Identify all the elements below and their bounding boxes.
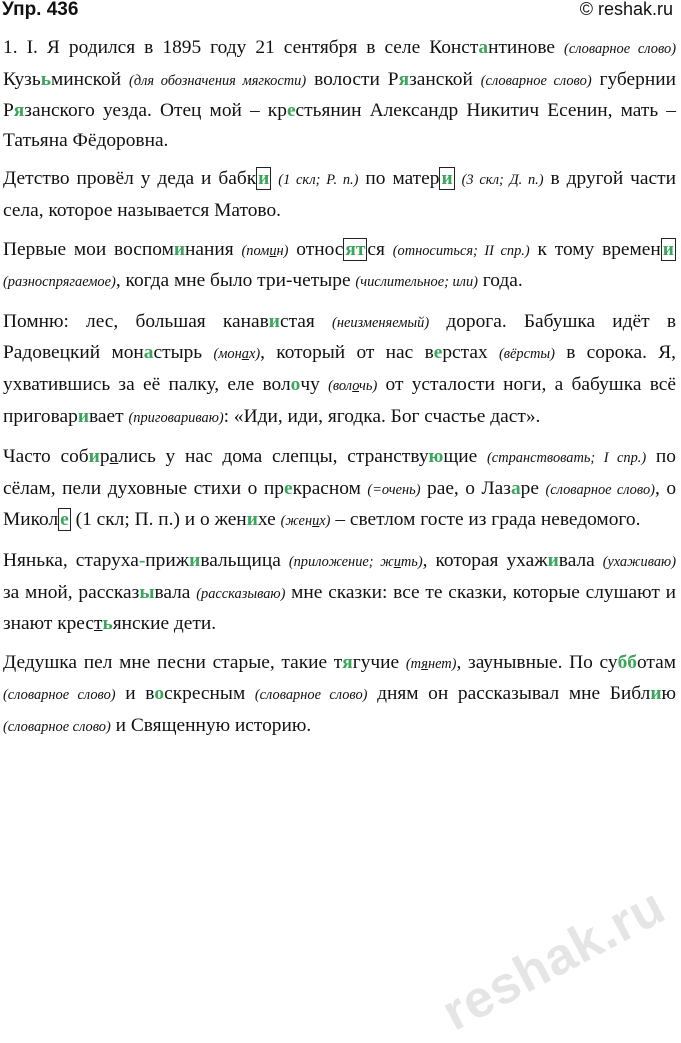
annotation-note: х): [248, 346, 261, 363]
text-run: за мной, рассказ: [3, 581, 140, 603]
annotation-note: я: [421, 655, 428, 672]
annotation-note: (ухаживаю): [602, 553, 676, 570]
text-run: хе: [257, 509, 281, 531]
annotation-note: (словарное слово): [254, 687, 368, 704]
text-run: по сёлам, пели духовные стихи о пр: [3, 446, 676, 499]
annotation-note: (относиться; II спр.): [392, 242, 530, 259]
text-run: Детство провёл у деда и бабк: [3, 168, 257, 190]
annotation-note: (числительное; или): [355, 274, 478, 291]
text-run: , когда мне было три-четыре: [115, 270, 356, 292]
annotation-note: (жен: [280, 513, 313, 530]
highlighted-letter: о: [154, 683, 165, 705]
highlighted-letter: я: [398, 68, 410, 90]
text-run: отам: [636, 651, 676, 673]
text-run: р: [99, 446, 110, 468]
text-run: дорога. Бабушка идёт в Радовецкий мон: [3, 310, 676, 364]
annotation-note: (вол: [328, 377, 353, 394]
text-run: нания: [185, 238, 242, 260]
annotation-note: и: [393, 553, 401, 570]
text-run: (1 скл; П. п.) и о жен: [70, 509, 247, 531]
annotation-note: (1 скл; Р. п.): [278, 172, 359, 189]
text-run: Кузь: [3, 68, 41, 90]
highlighted-letter: е: [286, 100, 296, 122]
text-run: , который от нас в: [260, 342, 434, 364]
annotation-note: (словарное слово): [3, 718, 111, 735]
text-run: стая: [279, 310, 333, 332]
exercise-text: [3, 33, 676, 751]
text-run: ю: [661, 683, 677, 705]
text-run: нтинове: [488, 37, 565, 58]
annotation-note: (словарное слово): [545, 481, 655, 498]
paragraph: [3, 442, 676, 537]
text-run: , о Микол: [3, 477, 677, 531]
annotation-note: (странствовать; I спр.): [487, 450, 647, 467]
annotation-note: (приговариваю): [128, 409, 224, 426]
annotation-note: и: [312, 513, 320, 530]
annotation-note: (3 скл; Д. п.): [461, 172, 544, 189]
highlighted-letter: а: [143, 342, 154, 364]
text-run: вальщица: [200, 549, 289, 571]
text-run: щие: [443, 446, 488, 468]
highlighted-letter: ю: [428, 446, 444, 468]
annotation-note: (рассказываю): [196, 585, 286, 602]
text-run: рстах: [442, 342, 499, 364]
annotation-note: (вёрсты): [498, 346, 555, 363]
highlighted-letter: и: [77, 405, 90, 427]
paragraph: [3, 648, 676, 743]
highlighted-letter: и: [662, 238, 674, 260]
text-run: [455, 168, 462, 189]
text-run: 1. I. Я родился в 1895 году 21 сентября в селе Конст: [3, 37, 479, 58]
text-run: от усталости ноги, а бабушка всё приговар: [3, 373, 676, 427]
text-run: Нянька, старуха: [3, 549, 139, 571]
annotation-note: (приложение; ж: [288, 553, 394, 570]
text-run: по матер: [358, 168, 440, 190]
annotation-note: а: [241, 346, 249, 363]
text-run: , которая ухаж: [422, 549, 548, 571]
highlighted-letter: я: [13, 100, 25, 122]
text-run: – светлом госте из града неведомого.: [330, 509, 641, 531]
highlighted-letter: е: [60, 509, 69, 531]
paragraph: [3, 235, 676, 298]
text-run: : «Иди, иди, ягодка. Бог счастье даст».: [223, 405, 541, 427]
annotation-note: (пом: [241, 242, 270, 259]
text-run: Часто соб: [3, 446, 89, 468]
highlighted-letter: и: [441, 168, 453, 190]
text-run: минской: [50, 68, 130, 90]
text-run: янские дети.: [112, 613, 217, 635]
annotation-note: (=очень): [367, 481, 421, 498]
annotation-note: (т: [405, 655, 422, 672]
paragraph: [3, 33, 676, 155]
highlighted-letter: ы: [139, 581, 155, 603]
highlighted-letter: я: [342, 651, 353, 673]
highlighted-letter: а: [478, 37, 489, 58]
site-credit: © reshak.ru: [579, 0, 673, 19]
text-run: стырь: [153, 342, 214, 364]
highlighted-letter: е: [283, 477, 293, 499]
annotation-note: о: [352, 377, 360, 394]
text-run: скресным: [164, 683, 255, 705]
annotation-note: (словарное слово): [480, 72, 592, 89]
text-run: мне сказки: все те сказки, которые слушают и знают крес: [3, 581, 677, 635]
highlighted-letter: а: [510, 477, 521, 499]
paragraph: [3, 307, 676, 433]
text-run: Дедушка пел мне песни старые, такие т: [3, 651, 343, 673]
text-run: в сорока. Я, ухватившись за её палку, еле вол: [3, 342, 676, 395]
highlighted-letter: бб: [617, 651, 637, 673]
text-run: а: [109, 446, 119, 468]
highlighted-letter: ь: [102, 613, 113, 635]
text-run: ся: [367, 238, 393, 260]
text-run: к тому времен: [529, 238, 661, 260]
annotation-note: (словарное слово): [564, 41, 676, 57]
text-run: в другой части села, которое называется Матово.: [3, 168, 676, 221]
text-run: красном: [292, 477, 368, 499]
text-run: вала: [558, 549, 603, 571]
paragraph: [3, 164, 676, 225]
annotation-note: н): [276, 242, 289, 259]
highlighted-letter: и: [88, 446, 100, 468]
text-run: ре: [520, 477, 546, 499]
annotation-note: (словарное слово): [3, 687, 116, 704]
highlighted-letter: ь: [40, 68, 51, 90]
highlighted-letter: и: [246, 509, 258, 531]
text-run: волости Р: [306, 68, 399, 90]
annotation-note: чь): [359, 377, 378, 394]
annotation-note: (разноспрягаемое): [3, 274, 116, 291]
text-run: губернии Р: [3, 68, 676, 122]
annotation-note: ть): [400, 553, 423, 570]
highlighted-letter: и: [173, 238, 186, 260]
highlighted-letter: о: [290, 373, 301, 395]
text-run: дням он рассказывал мне Библ: [367, 683, 651, 705]
text-run: Первые мои воспом: [3, 238, 174, 260]
text-run: относ: [288, 238, 344, 260]
text-run: , заунывные. По су: [456, 651, 618, 673]
paragraph: [3, 546, 676, 639]
highlighted-letter: и: [547, 549, 559, 571]
text-run: гучие: [352, 651, 406, 673]
page-header: [0, 0, 681, 26]
text-run: т: [94, 613, 103, 635]
annotation-note: (для обозначения мягкости): [129, 72, 307, 89]
highlighted-letter: и: [189, 549, 201, 571]
text-run: занского уезда. Отец мой – кр: [24, 100, 287, 122]
text-run: рае, о Лаз: [420, 477, 511, 499]
annotation-note: х): [319, 513, 331, 530]
text-run: стьянин Александр Никитич Есенин, мать – Татьяна Фёдоровна.: [3, 100, 676, 151]
text-run: лись у нас дома слепцы, странству: [118, 446, 429, 468]
highlighted-letter: -: [138, 549, 146, 571]
annotation-note: (неизменяемый): [332, 314, 430, 331]
text-run: года.: [477, 270, 523, 292]
text-run: занской: [409, 68, 481, 90]
highlighted-letter: и: [268, 310, 280, 332]
text-run: и Священную историю.: [110, 714, 312, 736]
highlighted-letter: и: [650, 683, 662, 705]
annotation-note: и: [269, 242, 277, 259]
text-run: и в: [115, 683, 155, 705]
highlighted-letter: е: [433, 342, 443, 364]
watermark: reshak.ru: [432, 876, 675, 1043]
text-run: вает: [89, 405, 129, 427]
text-run: чу: [300, 373, 329, 395]
highlighted-letter: ят: [345, 238, 366, 260]
text-run: Помню: лес, большая канав: [3, 310, 269, 332]
annotation-note: (мон: [213, 346, 242, 363]
text-run: приж: [145, 549, 190, 571]
highlighted-letter: и: [258, 168, 270, 190]
exercise-title: Упр. 436: [2, 0, 79, 20]
annotation-note: нет): [427, 655, 457, 672]
text-run: вала: [154, 581, 197, 603]
